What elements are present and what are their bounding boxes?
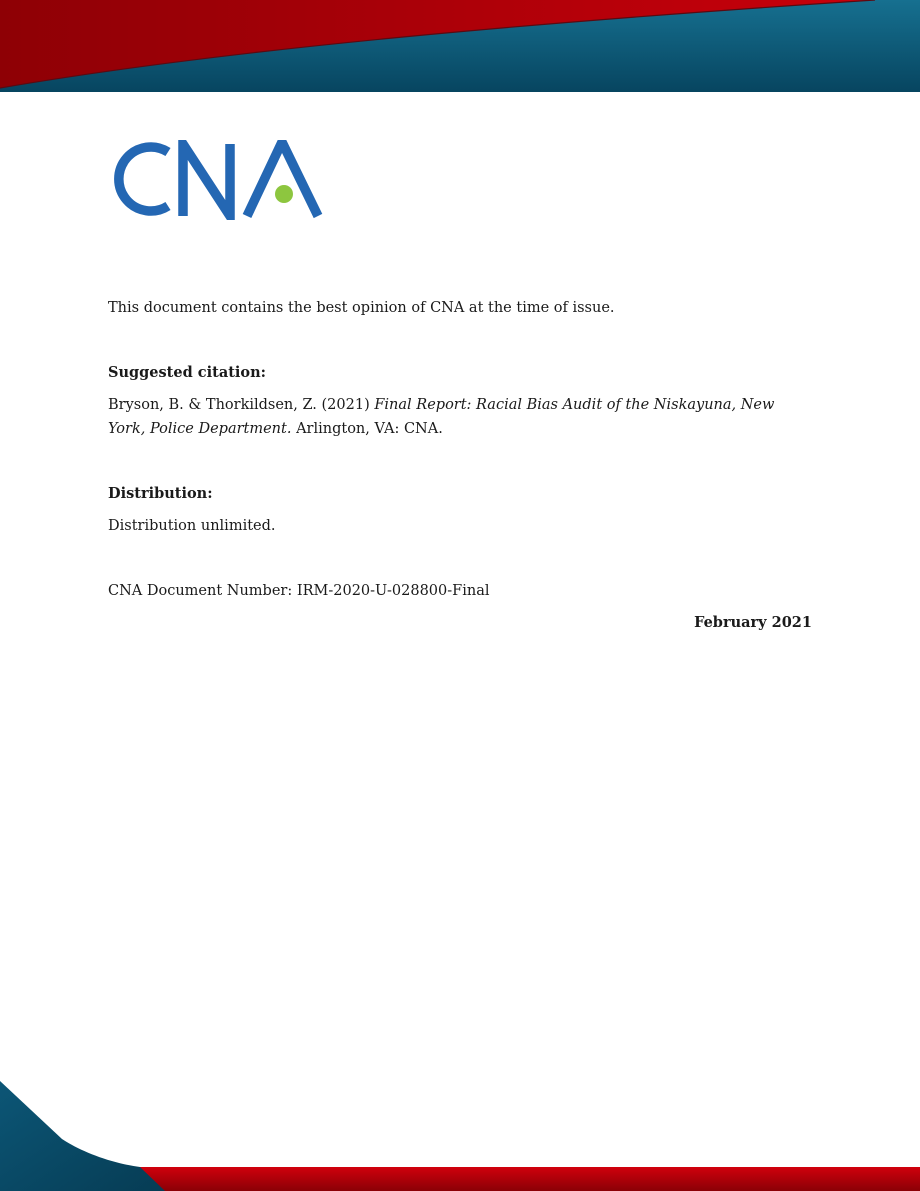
distribution-text: Distribution unlimited. xyxy=(108,518,276,534)
citation-text xyxy=(108,393,812,441)
opinion-statement: This document contains the best opinion of CNA at the time of issue. xyxy=(108,300,615,316)
citation-heading: Suggested citation: xyxy=(108,364,266,381)
document-body xyxy=(108,296,812,635)
citation-publisher: Arlington, VA: CNA. xyxy=(291,421,443,437)
footer-banner xyxy=(0,1081,920,1191)
document-number: CNA Document Number: IRM-2020-U-028800-Final xyxy=(108,583,490,599)
citation-authors: Bryson, B. & Thorkildsen, Z. (2021) xyxy=(108,397,375,413)
distribution-heading: Distribution: xyxy=(108,485,213,502)
header-banner xyxy=(0,0,920,92)
cna-logo xyxy=(110,140,325,220)
citation-title: Final Report: Racial Bias Audit of the Niskayuna, New York, Police Department. xyxy=(108,397,775,437)
cna-logo-mark xyxy=(110,140,325,220)
publication-date: February 2021 xyxy=(694,614,812,631)
